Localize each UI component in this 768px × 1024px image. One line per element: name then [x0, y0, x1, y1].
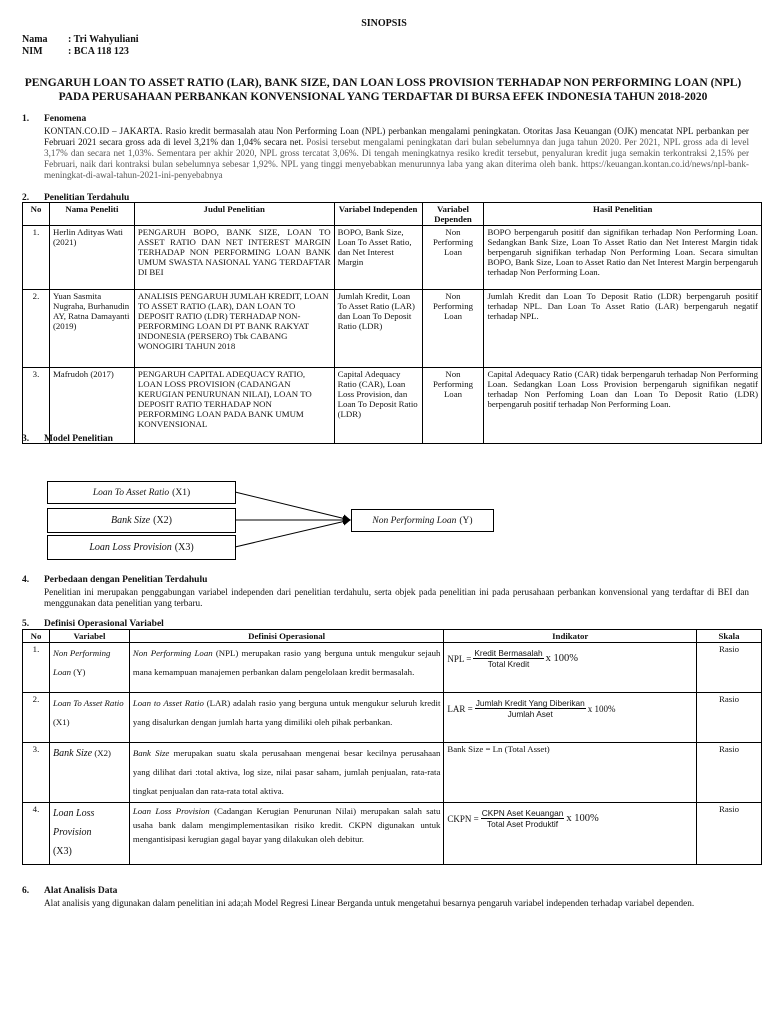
table-header-row: [23, 203, 762, 226]
model-box-x2: Bank Size (X2): [47, 508, 236, 533]
model-box-x1: Loan To Asset Ratio (X1): [47, 481, 236, 504]
cell-hasil: BOPO berpengaruh positif dan signifikan terhadap Non Performing Loan. Sedangkan Bank Size, Loan To Asset Ratio dan Net Interest Margin tidak berpengaruh signifikan terhadap Non Performing Loan. Secara simultan BOPO, Bank Size, Loan to Asset Ratio dan Net Interest Margin berpengaruh terhadap Non Performing Loan.: [484, 226, 762, 290]
col-header: Variabel Independen: [334, 203, 422, 226]
table-row: [23, 290, 762, 368]
table-row: [23, 803, 762, 865]
cell-variabel: Bank Size (X2): [49, 743, 129, 803]
cell-judul: ANALISIS PENGARUH JUMLAH KREDIT, LOAN TO ASSET RATIO (LAR), DAN LOAN TO DEPOSIT RATIO (LDR) TERHADAP NON-PERFORMING LOAN DI PT BANK RAKYAT INDONESIA (PERSERO) Tbk CABANG WONOGIRI TAHUN 2018: [134, 290, 334, 368]
cell-variabel: Loan To Asset Ratio (X1): [49, 693, 129, 743]
cell-skala: Rasio: [697, 803, 762, 865]
cell-independen: Capital Adequacy Ratio (CAR), Loan Loss Provision, dan Loan To Deposit Ratio (LDR): [334, 368, 422, 444]
nama-row: [22, 34, 139, 45]
cell-variabel: Loan Loss Provision (X3): [49, 803, 129, 865]
doc-title: SINOPSIS: [361, 18, 407, 29]
cell-variabel: Non Performing Loan (Y): [49, 643, 129, 693]
nama-label: Nama: [22, 34, 48, 45]
table-header-row: [23, 630, 762, 643]
cell-indikator: [444, 803, 697, 865]
arrow-x1-y: [235, 492, 350, 520]
cell-nama: Herlin Adityas Wati (2021): [49, 226, 134, 290]
cell-no: 1.: [23, 643, 50, 693]
col-header: Variabel: [49, 630, 129, 643]
cell-no: 3.: [23, 368, 50, 444]
cell-skala: Rasio: [697, 693, 762, 743]
npl-formula: NPL = $\frac{\text{Kredit Bermasalah}}{\text{Total Kredit}}$ x 100%: [447, 648, 579, 669]
research-title: PENGARUH LOAN TO ASSET RATIO (LAR), BANK SIZE, DAN LOAN LOSS PROVISION TERHADAP NON PERFORMING LOAN (NPL) PADA PERUSAHAAN PERBANKAN KONVENSIONAL YANG TERDAFTAR DI BURSA EFEK INDONESIA TAHUN 2018-2020: [24, 77, 742, 103]
cell-independen: BOPO, Bank Size, Loan To Asset Ratio, dan Net Interest Margin: [334, 226, 422, 290]
nim-label: NIM: [22, 46, 43, 57]
cell-hasil: Jumlah Kredit dan Loan To Deposit Ratio (LDR) berpengaruh positif terhadap NPL. Dan Loan To Asset Ratio (LAR) berpengaruh negatif terhadap NPL.: [484, 290, 762, 368]
col-header: Skala: [697, 630, 762, 643]
section-heading: 4. Perbedaan dengan Penelitian Terdahulu: [22, 575, 208, 585]
col-header: Variabel Dependen: [422, 203, 484, 226]
alat-analisis-paragraph: Alat analisis yang digunakan dalam penelitian ini ada;ah Model Regresi Linear Berganda untuk mengetahui besarnya pengaruh variabel independen terhadap variabel dependen.: [44, 898, 695, 908]
cell-nama: Mafrudoh (2017): [49, 368, 134, 444]
cell-judul: PENGARUH BOPO, BANK SIZE, LOAN TO ASSET RATIO DAN NET INTEREST MARGIN TERHADAP NON PERFORMING LOAN BANK UMUM SWASTA NASIONAL YANG TERDAFTAR DI BEI: [134, 226, 334, 290]
col-header: No: [23, 203, 50, 226]
col-header: Judul Penelitian: [134, 203, 334, 226]
cell-nama: Yuan Sasmita Nugraha, Burhanudin AY, Ratna Damayanti (2019): [49, 290, 134, 368]
col-header: Nama Peneliti: [49, 203, 134, 226]
cell-no: 2.: [23, 693, 50, 743]
cell-hasil: Capital Adequacy Ratio (CAR) tidak berpengaruh terhadap Non Performing Loan. Sedangkan Loan Loss Provision berpengaruh signifikan negatif terhadap Non Perfoming Loan dan Loan To Deposit Ratio (LDR) berpengaruh positif terhadap Non Performing Loan.: [484, 368, 762, 444]
perbedaan-paragraph: Penelitian ini merupakan penggabungan variabel independen dari penelitian terdahulu, serta objek pada penelitian ini pada perusahaan perbankan konvensional yang terdaftar di BEI dan menggunakan data penelitian yang terbaru.: [44, 587, 749, 608]
nim-row: [22, 46, 129, 57]
model-box-x3: Loan Loss Provision (X3): [47, 535, 236, 560]
section-heading: 5. Definisi Operasional Variabel: [22, 619, 164, 629]
cell-dependen: Non Performing Loan: [422, 290, 484, 368]
cell-no: 4.: [23, 803, 50, 865]
cell-indikator: [444, 693, 697, 743]
fenomena-text-1: KONTAN.CO.ID – JAKARTA. Rasio kredit bermasalah atau Non Performing Loan (NPL) perbankan mengalami peningkatan. Otoritas Jasa Keuangan (OJK) mencatat NPL perbankan per Februari 2021 secara gross ada di level 3,21% dan 1,04% secara net.: [44, 126, 749, 147]
section-heading: 3. Model Penelitian: [22, 434, 113, 444]
cell-definisi: Non Performing Loan (NPL) merupakan rasio yang berguna untuk mengukur sejauh mana kemampuan manajemen perbankan dalam pengelolaan kredit bermasalah.: [129, 643, 444, 693]
cell-indikator: Bank Size = Ln (Total Asset): [444, 743, 697, 803]
cell-skala: Rasio: [697, 743, 762, 803]
cell-no: 3.: [23, 743, 50, 803]
cell-no: 1.: [23, 226, 50, 290]
table-row: [23, 368, 762, 444]
arrow-x3-y: [235, 520, 350, 547]
cell-definisi: Loan Loss Provision (Cadangan Kerugian Penurunan Nilai) merupakan salah satu usaha bank dalam mengimplementasikan risiko kredit. CKPN digunakan untuk mengantisipasi kerugian gagal bayar yang dilakukan oleh debitur.: [129, 803, 444, 865]
table-row: [23, 743, 762, 803]
cell-dependen: Non Performing Loan: [422, 226, 484, 290]
cell-judul: PENGARUH CAPITAL ADEQUACY RATIO, LOAN LOSS PROVISION (CADANGAN KERUGIAN PENURUNAN NILAI), LOAN TO DEPOSIT RATIO TERHADAP NON PERFORMING LOAN PADA BANK UMUM KONVENSIONAL: [134, 368, 334, 444]
col-header: Indikator: [444, 630, 697, 643]
fenomena-text-2: Posisi tersebut mengalami peningkatan dari bulan sebelumnya dan juga tahun 2020. Per 2021, NPL gross ada di level 3,17% dan secara net 1,03%. Sementara per akhir 2020, NPL gross tercatat 3,06%. Di tengah meningkatnya resiko kredit tersebut, penyaluran kredit juga semakin terkontraksi 2,15% per Februari, naik dari kontraksi bulan sebelumnya sebesar 1,92%. NPL yang tinggi menyebabkan menurunnya laba yang akan diterima oleh bank. https://keuangan.kontan.co.id/news/npl-bank-meningkat-di-awal-tahun-2021-ini-penyebabnya: [44, 137, 749, 180]
cell-definisi: Loan to Asset Ratio (LAR) adalah rasio yang berguna untuk mengukur seluruh kredit yang disalurkan dengan jumlah harta yang dimiliki oleh pihak perbankan.: [129, 693, 444, 743]
ckpn-formula: CKPN = $\frac{\text{CKPN Aset Keuangan}}{\text{Total Aset Produktif}}$ x 100%: [447, 808, 599, 829]
table-row: [23, 643, 762, 693]
definisi-operasional-table: [22, 629, 762, 865]
penelitian-terdahulu-table: [22, 202, 762, 444]
fenomena-paragraph: [44, 126, 749, 181]
lar-formula: LAR = $\frac{\text{Jumlah Kredit Yang Diberikan}}{\text{Jumlah Aset}}$ x 100%: [447, 698, 616, 719]
cell-independen: Jumlah Kredit, Loan To Asset Ratio (LAR) dan Loan To Deposit Ratio (LDR): [334, 290, 422, 368]
section-heading: 2. Penelitian Terdahulu: [22, 193, 130, 203]
table-row: [23, 226, 762, 290]
cell-dependen: Non Performing Loan: [422, 368, 484, 444]
cell-indikator: [444, 643, 697, 693]
col-header: Hasil Penelitian: [484, 203, 762, 226]
section-heading: 6. Alat Analisis Data: [22, 886, 118, 896]
col-header: Definisi Operasional: [129, 630, 444, 643]
col-header: No: [23, 630, 50, 643]
nama-value: : Tri Wahyuliani: [68, 34, 139, 45]
model-box-y: Non Performing Loan (Y): [351, 509, 494, 532]
cell-skala: Rasio: [697, 643, 762, 693]
section-heading: 1. Fenomena: [22, 114, 87, 124]
nim-value: : BCA 118 123: [68, 46, 129, 57]
cell-definisi: Bank Size merupakan suatu skala perusahaan mengenai besar kecilnya perusahaan yang dilihat dari :total aktiva, log size, nilai pasar saham, jumlah penjualan, rata-rata tingkat penjualan dan rata-rata total aktiva.: [129, 743, 444, 803]
table-row: [23, 693, 762, 743]
cell-no: 2.: [23, 290, 50, 368]
